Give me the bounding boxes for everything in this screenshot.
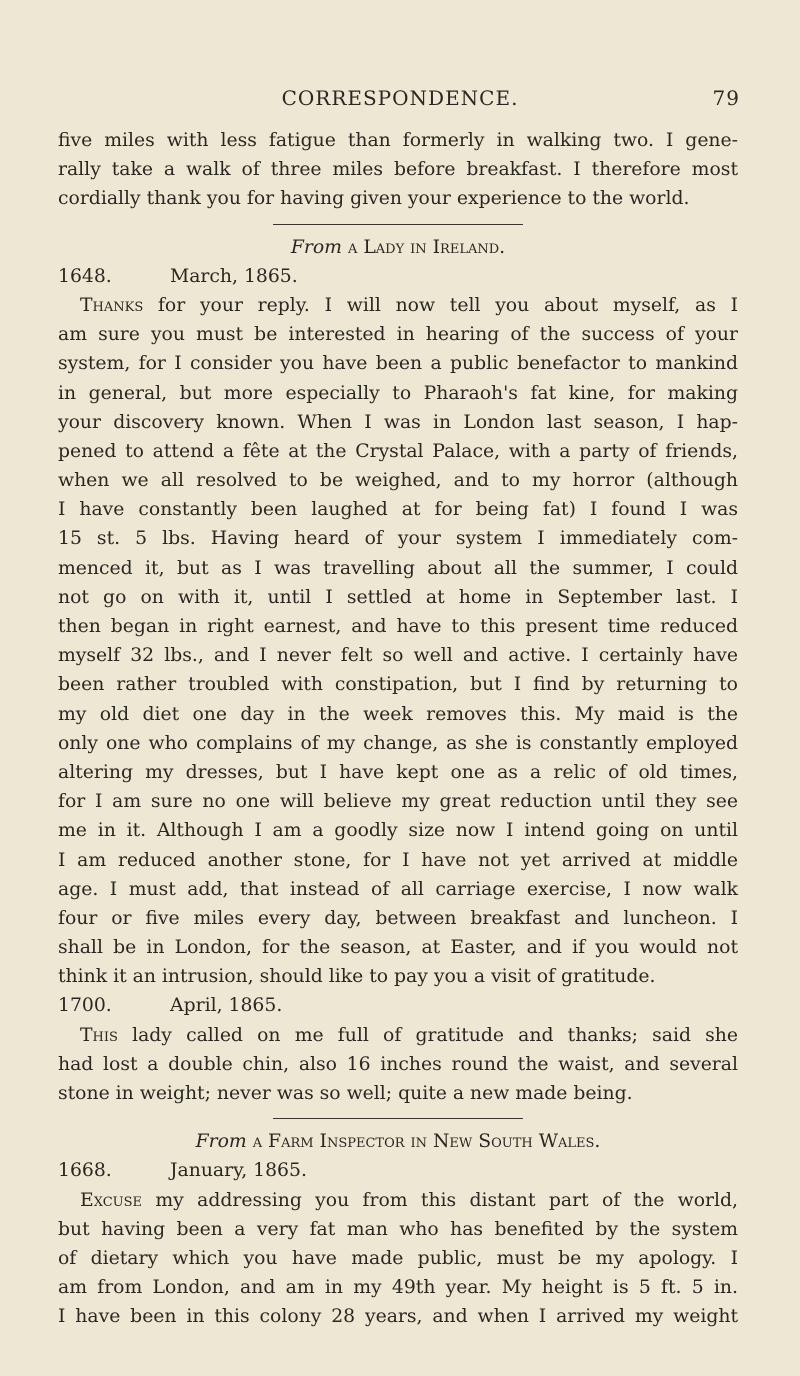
letter-number: 1668. [58,1160,112,1182]
running-title: CORRESPONDENCE. [281,86,519,110]
section-divider [273,1118,523,1119]
text-line: age. I must add, that instead of all carriage exercise, I now walk [58,878,738,900]
text-line: I am reduced another stone, for I have not yet arrived at middle [58,849,738,871]
letter-dateline [58,1156,738,1185]
text-line: been rather troubled with constipation, but I find by returning to [58,674,738,696]
page-number: 79 [712,86,740,110]
text-line: cordially thank you for having given your experience to the world. [58,188,690,210]
letter-date: April, 1865. [170,995,283,1017]
letter-dateline [58,262,738,291]
text-line: rally take a walk of three miles before breakfast. I therefore most [58,159,738,181]
text-line: think it an intrusion, should like to pay you a visit of gratitude. [58,966,656,988]
letter-number: 1700. [58,995,112,1017]
text-line: when we all resolved to be weighed, and to my horror (although [58,470,738,492]
text-line: shall be in London, for the season, at Easter, and if you would not [58,937,738,959]
letter-heading: From a Lady in Ireland. [290,236,506,258]
text-line: five miles with less fatigue than formerly in walking two. I gene- [58,130,738,151]
text-line: Excuse my addressing you from this distant part of the world, [80,1189,738,1211]
text-line: menced it, but as I was travelling about all the summer, I could [58,557,738,579]
text-line: in general, but more especially to Pharaoh's fat kine, for making [58,382,738,404]
text-line: altering my dresses, but I have kept one as a relic of old times, [58,761,738,783]
text-line: I have constantly been laughed at for being fat) I found I was [58,499,738,521]
text-line: of dietary which you have made public, must be my apology. I [58,1247,738,1269]
text-line: I have been in this colony 28 years, and when I arrived my weight [58,1306,738,1328]
text-line: am sure you must be interested in hearing of the success of your [58,324,738,346]
text-line: system, for I consider you have been a public benefactor to mankind [58,353,738,375]
text-line: pened to attend a fête at the Crystal Palace, with a party of friends, [58,440,738,462]
text-line: stone in weight; never was so well; quite a new made being. [58,1083,633,1104]
text-line: your discovery known. When I was in London last season, I hap- [58,411,738,433]
letter-dateline [58,991,738,1020]
running-header [60,86,740,116]
letter-heading: From a Farm Inspector in New South Wales. [195,1131,601,1153]
text-line: four or five miles every day, between breakfast and luncheon. I [58,907,738,929]
text-line: my old diet one day in the week removes this. My maid is the [58,703,738,725]
section-divider [273,224,523,225]
text-line: not go on with it, until I settled at home in September last. I [58,586,738,608]
text-line: myself 32 lbs., and I never felt so well and active. I certainly have [58,645,738,667]
text-line: for I am sure no one will believe my great reduction until they see [58,791,738,813]
text-line: am from London, and am in my 49th year. My height is 5 ft. 5 in. [58,1277,738,1299]
text-line: only one who complains of my change, as she is constantly employed [58,732,738,754]
text-line: me in it. Although I am a goodly size now I intend going on until [58,820,738,842]
text-line: 15 st. 5 lbs. Having heard of your system I immediately com- [58,528,738,550]
page-body [58,126,738,1332]
text-line: had lost a double chin, also 16 inches round the waist, and several [58,1053,738,1075]
letter-number: 1648. [58,265,112,287]
letter-date: January, 1865. [170,1160,307,1182]
text-line: This lady called on me full of gratitude and thanks; said she [80,1024,738,1046]
text-line: Thanks for your reply. I will now tell you about myself, as I [80,294,738,316]
text-line: but having been a very fat man who has benefited by the system [58,1218,738,1240]
letter-date: March, 1865. [170,265,298,287]
text-line: then began in right earnest, and have to this present time reduced [58,616,738,637]
